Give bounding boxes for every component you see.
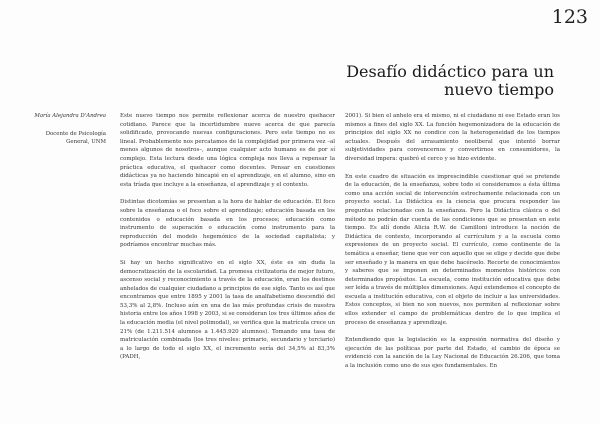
title-line-1: Desafío didáctico para un [346,62,554,81]
paragraph: En este cuadro de situación es imprescindible cuestionar qué se pretende de la educación, de la enseñanza, sobre todo si consideramos a ésta última como una acción social de intervención estrechamente relacionada con un proyecto social. La Didáctica es la ciencia que procura responder las preguntas relacionadas con la enseñanza. Pero la Didáctica clásica o del método no podrán dar cuenta de las condiciones que se presentan en este tiempo. Es allí donde Alicia R.W. de Camilloni introduce la noción de Didáctica de contexto, incorporando al currículum y a la escuela como expresiones de un proyecto social. El currículo, como continente de la temática a enseñar, tiene que ver con aquello que se elige y decide que debe ser enseñado y la manera en que debe hacérselo. Recorte de conocimientos y saberes que se imponen en determinados momentos históricos con determinados propósitos. La escuela, como institución educativa que debe ser leída a través de múltiples dimensiones. Aquí extendemos el concepto de escuela a institución educativa, con el objeto de incluir a las universidades. Estos conceptos, si bien no son nuevos, nos permiten al reflexionar sobre ellos extender el campo de problemáticas dentro de lo que implica el proceso de enseñanza y aprendizaje. [345,173,560,326]
paragraph: Si hay un hecho significativo en el siglo XX, éste es sin duda la democratización de la escolaridad. La promesa civilizatoria de mejor futuro, ascenso social y reconocimiento a través de la educación, eran los destinos anhelados de cualquier ciudadano a principios de ese siglo. Tanto es así que encontramos que entre 1895 y 2001 la tasa de analfabetismo descendió del 53,3% al 2,8%. Incluso aún en una de las más profundas crisis de nuestra historia entre los años 1998 y 2003, si se consideran los tres últimos años de la educación media (el nivel polimodal), se verifica que la matrícula crece un 21% (de 1.211.514 alumnos a 1.445.920 alumnos). Tomando una tasa de matriculación combinada (los tres niveles: primario, secundario y terciario) a lo largo de todo el siglo XX, el incremento sería del 34,5% al 83,3% (PADH, [120,259,335,361]
paragraph: Entendiendo que la legislación es la expresión normativa del diseño y ejecución de las políticas por parte del Estado, el cambio de época se evidenció con la sanción de la Ley Nacional de Educación 26.206, que toma a la inclusión como uno de sus ejes fundamentales. En [345,337,560,370]
text-column-left [120,112,335,371]
text-column-right [345,112,560,380]
title-line-2: nuevo tiempo [444,80,554,99]
article-title [294,63,554,99]
paragraph: Este nuevo tiempo nos permite reflexionar acerca de nuestro quehacer cotidiano. Parece que la incertidumbre nueve acerca de que parecía solidificado, provocando nuevas configuraciones. Pero este tiempo no es lineal. Probablemente nos percatamos de la complejidad por primera vez –al menos algunos de nosotros–, aunque cualquier acto humano es de por sí complejo. Esta lectura desde una lógica compleja nos lleva a repensar la práctica educativa, el quehacer como docentes. Pensar en cuestiones didácticas ya no haciendo hincapié en el aprendizaje, en el alumno, sino en esta tríada que incluye a la enseñanza, el aprendizaje y el contexto. [120,113,335,188]
author-block [0,112,106,147]
page-number: 123 [551,6,588,28]
author-affiliation-line-2: General, UNM [66,139,106,146]
paragraph: 2001). Si bien el anhelo era el mismo, ni el ciudadano ni ese Estado eran los mismos a fines del siglo XX. La función hegemonizadora de la educación de principios del siglo XX no condice con la heterogeneidad de los tiempos actuales. Después del arrasamiento neoliberal que intentó borrar subjetividades para convencernos y convertirnos en consumidores, la diversidad impera: quebró el cerco y se hizo evidente. [345,113,560,162]
paragraph: Distintas dicotomías se presentan a la hora de hablar de educación. El foco sobre la enseñanza o el foco sobre el aprendizaje; educación basada en los contenidos o educación basada en los procesos; educación como instrumento de superación o educación como instrumento para la reproducción del modelo hegemónico de la sociedad capitalista; y podríamos encontrar muchas más. [120,199,335,249]
author-affiliation-line-1: Docente de Psicología [45,130,106,137]
author-name: María Alejandra D'Andrea [34,113,106,119]
